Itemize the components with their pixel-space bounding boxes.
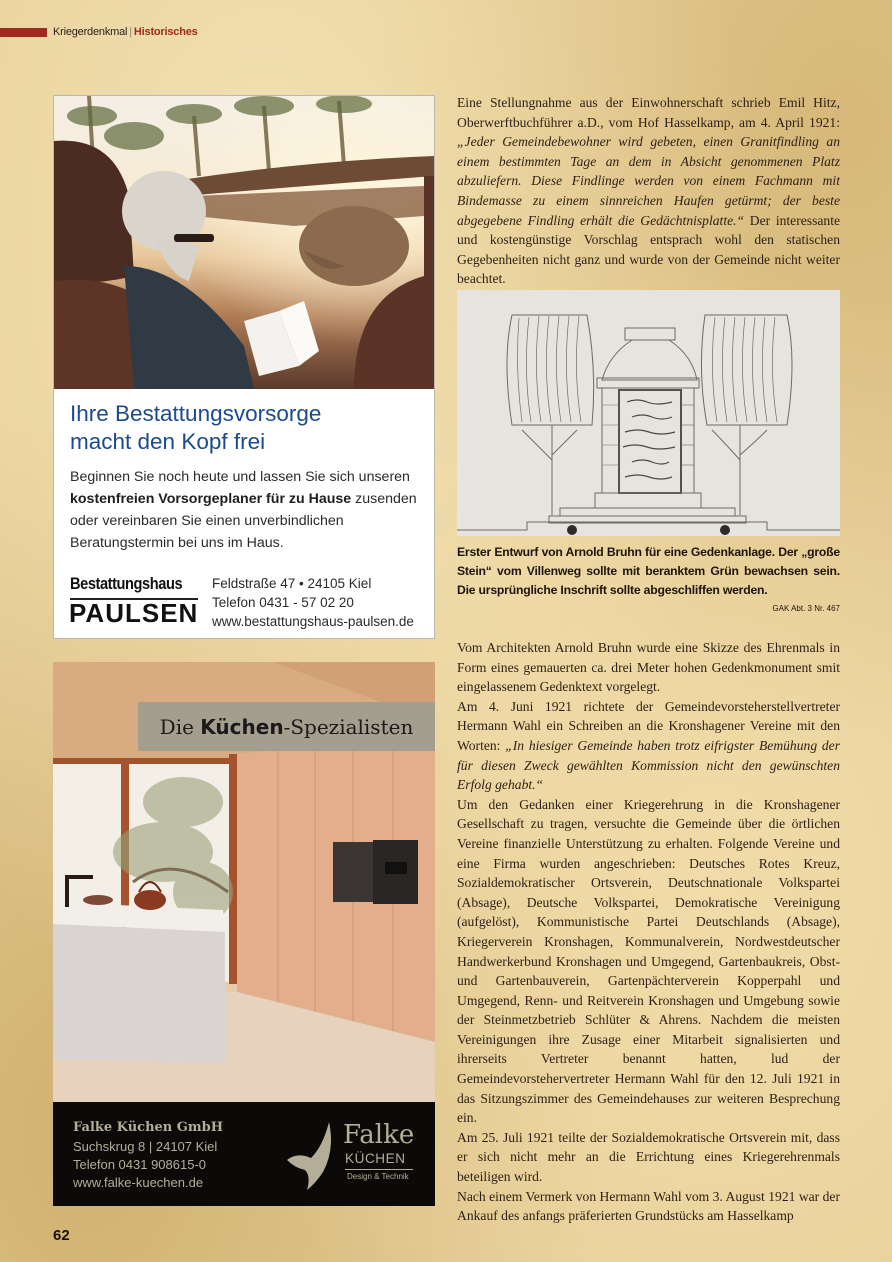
- article-paragraph-4: Um den Gedanken einer Kriegerehrung in die Kronshagener Gesellschaft zu tragen, versuchte die Gemeinde über die örtlichen Vereine finanzielle Unterstützung zu erhalten. Folgende Vereine und eine Firma wurden angeschrieben: Deutsches Rotes Kreuz, Sozialdemokratischer Ortsverein, Deutschnationale Volkspartei (Absage), Deutsche Volkspartei, Demokratische Vereinigung (aufgelöst), Kommunistische Partei Deutschlands (Absage), Kriegerverein Kronshagen, Kommunalverein, Nordwestdeutscher Handwerkerbund Kronshagen und Umgegend, Gartenbaukreis, Obst- und Gartenbauverein, Gartenpächterverein Kopperpahl und Umgegend, Renn- und Reitverein Kronshagen und Umgebung sowie der Steinmetzbetrieb Schlüter & Ahrens. Nachdem die meisten Vereinigungen ihre Zusage einer Mitarbeit signalisierten und ihrerseits Vertreter benannt hatten, lud der Gemeindevorstehervertreter Hermann Wahl für den 12. Juli 1921 in das Sitzungszimmer des Gemeindehauses zur weiteren Besprechung ein.: [457, 796, 840, 1126]
- article-paragraph-1: [457, 93, 840, 289]
- para3-intro: Am 4. Juni 1921 richtete der Gemeindevorsteherstellvertreter Hermann Wahl ein Schreiben an die Kronshagener Vereine mit den Worten:: [457, 698, 840, 753]
- ad-photo-kitchen: [53, 662, 435, 1102]
- paulsen-phone[interactable]: Telefon 0431 - 57 02 20: [212, 595, 354, 610]
- article-paragraph-6: Nach einem Vermerk von Hermann Wahl vom 3. August 1921 war der Ankauf des anfangs präferierten Grundstücks am Hasselkamp: [457, 1188, 840, 1224]
- para3-quote: „In hiesiger Gemeinde haben trotz eifrigster Bemühung der für diesen Zweck gewählten Kommission nicht den gewünschten Erfolg gehabt.“: [457, 737, 840, 793]
- para1-intro: Eine Stellungnahme aus der Einwohnerschaft schrieb Emil Hitz, Oberwerftbuchführer a.D., vom Hof Hasselkamp, am 4. April 1921:: [457, 95, 840, 130]
- headline-line-2: macht den Kopf frei: [70, 429, 266, 454]
- copy-highlight: kostenfreien Vorsorgeplaner für zu Hause: [70, 491, 352, 507]
- running-header: [53, 26, 198, 38]
- headline-line-1: Ihre Bestattungsvorsorge: [70, 401, 322, 426]
- falke-phone[interactable]: Telefon 0431 908615-0: [73, 1157, 207, 1172]
- ad-bestattung-footer: [68, 574, 428, 630]
- falke-logo-rule: [345, 1169, 413, 1170]
- paulsen-contact: [212, 574, 414, 631]
- logo-line-2: PAULSEN: [69, 598, 199, 628]
- banner-suffix: -Spezialisten: [283, 714, 414, 739]
- para1-rest: Der interessante und kostengünstige Vorschlag entsprach wohl den statischen Gegebenheiten nicht ganz und wurde von der Gemeinde nicht weiter beachtet.: [457, 212, 841, 287]
- ad-bestattungshaus-paulsen[interactable]: [53, 95, 435, 639]
- copy-part-2: zusenden oder vereinbaren Sie einen unverbindlichen Beratungstermin bei uns im Haus.: [70, 491, 417, 551]
- ad-photo-couple-in-convertible: [54, 96, 434, 389]
- falcon-icon: [285, 1120, 345, 1194]
- article-paragraph-2: Vom Architekten Arnold Bruhn wurde eine Skizze des Ehrenmals in Form eines gemauerten ca. drei Meter hohen Gedenkmonument smit eingelassenem Gedenktext vorgelegt.: [457, 640, 840, 695]
- convertible-photo-illustration: [54, 96, 434, 389]
- memorial-sketch-drawing: [457, 290, 840, 536]
- falke-logo-word: Falke: [343, 1120, 415, 1150]
- figure-credit: GAK Abt. 3 Nr. 467: [772, 604, 840, 613]
- falke-company-name: Falke Küchen GmbH: [73, 1120, 223, 1135]
- article-paragraph-3: [457, 697, 840, 795]
- ad-kuechen-headline-banner: [138, 702, 435, 751]
- falke-logo: [285, 1120, 425, 1194]
- falke-logo-tagline: Design & Technik: [347, 1172, 409, 1181]
- banner-bold: Küchen: [200, 714, 284, 739]
- falke-logo-sub: KÜCHEN: [345, 1151, 406, 1166]
- ad-bestattung-headline: [70, 400, 426, 456]
- header-section: Historisches: [133, 26, 198, 38]
- page-number: 62: [53, 1227, 70, 1244]
- figure-caption: Erster Entwurf von Arnold Bruhn für eine Gedenkanlage. Der „große Stein“ vom Villenweg sollte mit beranktem Grün bewachsen sein. Die ursprüngliche Inschrift sollte abgeschliffen werden.: [457, 545, 840, 597]
- ad-kuechen-footer: [53, 1102, 435, 1206]
- logo-line-1: Bestattungshaus: [70, 574, 183, 593]
- ad-falke-kuechen[interactable]: [53, 662, 435, 1206]
- figure-memorial-sketch: [457, 290, 840, 536]
- header-accent-bar: [0, 28, 47, 37]
- falke-contact: [73, 1138, 217, 1192]
- para1-quote: „Jeder Gemeindebewohner wird gebeten, einen Granitfindling an einem bestimmten Tage an dem in Absicht genommenen Platz abzuliefern. Diese Findlinge werden von einem Fachmann mit Bindemasse zu einem sinnreichen Haufen getürmt; der beste abgegebene Findling erhält die Gedächtnisplatte.“: [457, 134, 840, 228]
- paulsen-website-link[interactable]: www.bestattungshaus-paulsen.de: [212, 614, 414, 629]
- falke-address: Suchskrug 8 | 24107 Kiel: [73, 1139, 218, 1154]
- article-body-continued: [457, 638, 840, 1226]
- header-separator: |: [129, 26, 132, 38]
- header-topic: Kriegerdenkmal: [53, 26, 128, 38]
- article-paragraph-5: Am 25. Juli 1921 teilte der Sozialdemokratische Ortsverein mit, dass er sich nicht mehr an die Errichtung eines Kriegerehrenmals beteiligen wird.: [457, 1129, 840, 1185]
- ad-bestattung-copy: [70, 466, 426, 554]
- banner-prefix: Die: [159, 714, 201, 739]
- paulsen-address: Feldstraße 47 • 24105 Kiel: [212, 576, 372, 591]
- falke-website-link[interactable]: www.falke-kuechen.de: [73, 1175, 204, 1190]
- copy-part-1: Beginnen Sie noch heute und lassen Sie sich unseren: [70, 469, 410, 485]
- ad-bestattung-body: [70, 400, 426, 554]
